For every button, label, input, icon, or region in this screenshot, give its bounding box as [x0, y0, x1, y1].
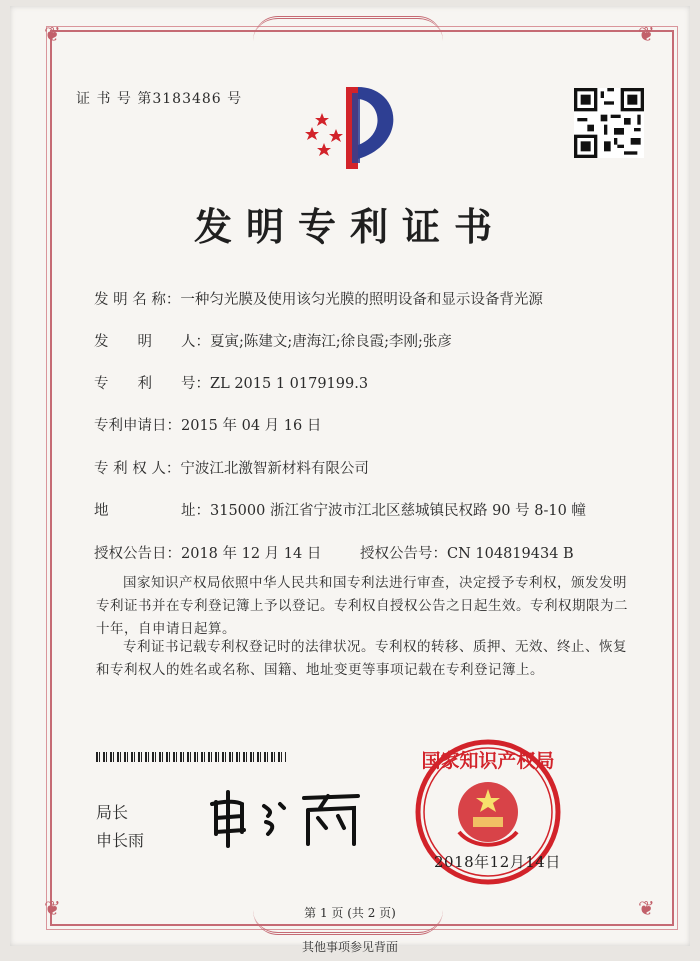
corner-ornament-icon: ❦ [638, 896, 655, 920]
legal-status-note: 专利证书记载专利权登记时的法律状况。专利权的转移、质押、无效、终止、恢复和专利权人的姓名或名称、国籍、地址变更等事项记载在专利登记簿上。 [96, 639, 627, 678]
field-patentee [94, 457, 369, 478]
field-label: 发 明 人： [94, 334, 210, 350]
field-address [94, 499, 586, 520]
handwritten-signature [208, 788, 368, 848]
certificate-title: 发明专利证书 [193, 204, 506, 249]
signatory-title: 局长 [96, 803, 129, 822]
top-ornament [253, 16, 443, 41]
barcode [96, 752, 286, 762]
field-invention-name [94, 288, 543, 309]
signatory-name: 申长雨 [96, 831, 145, 850]
field-value: CN 104819434 B [447, 546, 574, 562]
field-inventors [94, 330, 452, 351]
seal-text: 国家知识产权局 [421, 750, 555, 772]
field-grant-number [360, 542, 574, 563]
corner-ornament-icon: ❦ [44, 22, 61, 46]
field-label: 专利申请日： [94, 418, 181, 434]
footer-note: 其他事项参见背面 [301, 940, 398, 954]
field-value: 2015 年 04 月 16 日 [181, 418, 322, 434]
field-label: 地 址： [94, 503, 210, 519]
field-value: 315000 浙江省宁波市江北区慈城镇民权路 90 号 8-10 幢 [210, 503, 586, 519]
field-value: 夏寅;陈建文;唐海江;徐良霞;李刚;张彦 [210, 334, 452, 350]
field-label: 专 利 权 人： [94, 461, 181, 477]
field-value: 一种匀光膜及使用该匀光膜的照明设备和显示设备背光源 [180, 292, 543, 308]
page-number: 第 1 页 (共 2 页) [304, 906, 396, 920]
patent-office-logo-icon [300, 83, 410, 173]
seal-date: 2018年12月14日 [434, 853, 561, 871]
certificate-number: 证 书 号 第3183486 号 [76, 91, 243, 107]
field-filing-date [94, 414, 321, 435]
field-label: 授权公告号： [360, 546, 447, 562]
grant-statement: 国家知识产权局依照中华人民共和国专利法进行审查，决定授予专利权，颁发发明专利证书并在专利登记簿上予以登记。专利权自授权公告之日起生效。专利权期限为二十年，自申请日起算。 [96, 575, 628, 637]
field-value: 2018 年 12 月 14 日 [181, 546, 322, 562]
corner-ornament-icon: ❦ [44, 896, 61, 920]
field-label: 授权公告日： [94, 546, 181, 562]
field-value: 宁波江北激智新材料有限公司 [180, 461, 369, 477]
qr-code-icon [574, 88, 644, 158]
field-label: 专 利 号： [94, 376, 210, 392]
field-value: ZL 2015 1 0179199.3 [210, 376, 369, 392]
corner-ornament-icon: ❦ [638, 22, 655, 46]
field-grant-date [94, 542, 321, 563]
field-patent-number [94, 372, 368, 393]
field-label: 发 明 名 称： [94, 292, 181, 308]
